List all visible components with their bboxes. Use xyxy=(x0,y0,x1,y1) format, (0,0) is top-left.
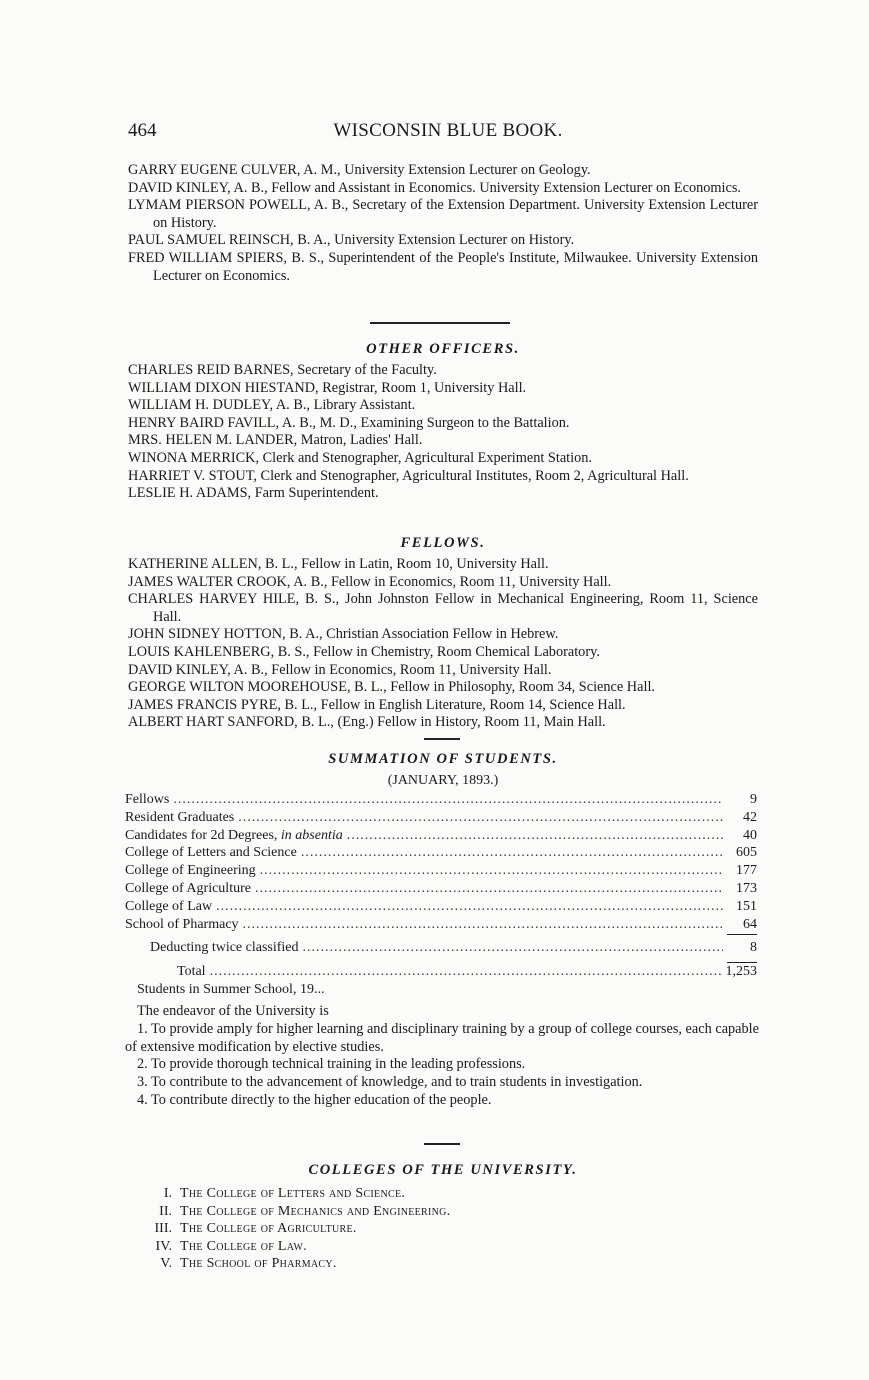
fellow-entry: LOUIS KAHLENBERG, B. S., Fellow in Chemistry, Room Chemical Laboratory. xyxy=(128,643,600,660)
colleges-list xyxy=(140,1185,640,1273)
row-label: Deducting twice classified xyxy=(150,940,299,956)
officer-entry: CHARLES REID BARNES, Secretary of the Faculty. xyxy=(128,362,437,378)
colleges-heading: COLLEGES OF THE UNIVERSITY. xyxy=(308,1162,578,1178)
college-item xyxy=(140,1203,640,1221)
fellow-entry: GEORGE WILTON MOOREHOUSE, B. L., Fellow in Philosophy, Room 34, Science Hall. xyxy=(128,679,655,696)
fellows-list xyxy=(128,556,758,732)
row-label: Candidates for 2d Degrees, in absentia xyxy=(125,827,343,843)
summation-row xyxy=(125,917,757,935)
row-label: Resident Graduates xyxy=(125,809,235,825)
endeavor-section xyxy=(125,1003,759,1110)
row-label: Students in Summer School, 19... xyxy=(137,981,325,997)
staff-entry: PAUL SAMUEL REINSCH, B. A., University Extension Lecturer on History. xyxy=(128,232,575,249)
summation-date: (JANUARY, 1893.) xyxy=(387,773,499,788)
row-value: 42 xyxy=(743,809,757,825)
officer-entry: LESLIE H. ADAMS, Farm Superintendent. xyxy=(128,485,379,502)
row-value: 9 xyxy=(750,792,757,807)
summation-heading: SUMMATION OF STUDENTS. xyxy=(328,751,558,767)
row-value: 177 xyxy=(736,863,757,879)
college-name: The College of Letters and Science. xyxy=(180,1186,406,1201)
endeavor-item: 2. To provide thorough technical training in the leading professions. xyxy=(137,1056,526,1073)
fellow-entry: JOHN SIDNEY HOTTON, B. A., Christian Association Fellow in Hebrew. xyxy=(128,626,559,643)
college-numeral: V. xyxy=(160,1256,172,1272)
other-officers-list xyxy=(128,362,758,503)
fellow-entry: JAMES FRANCIS PYRE, B. L., Fellow in English Literature, Room 14, Science Hall. xyxy=(128,696,626,713)
fellow-entry: DAVID KINLEY, A. B., Fellow in Economics, Room 11, University Hall. xyxy=(128,661,552,678)
summation-deduct-row xyxy=(125,940,757,958)
staff-entry: GARRY EUGENE CULVER, A. M., University Extension Lecturer on Geology. xyxy=(128,162,591,178)
fellows-heading: FELLOWS. xyxy=(400,535,486,551)
college-name: The College of Law. xyxy=(180,1238,307,1254)
row-value: 151 xyxy=(736,898,757,914)
row-value: 605 xyxy=(736,845,757,861)
endeavor-intro: The endeavor of the University is xyxy=(137,1003,329,1019)
row-label: College of Engineering xyxy=(125,863,256,879)
officer-entry: HENRY BAIRD FAVILL, A. B., M. D., Examining Surgeon to the Battalion. xyxy=(128,414,570,431)
officer-entry: MRS. HELEN M. LANDER, Matron, Ladies' Hall. xyxy=(128,432,423,449)
row-label: College of Agriculture xyxy=(125,880,251,896)
fellow-entry: JAMES WALTER CROOK, A. B., Fellow in Economics, Room 11, University Hall. xyxy=(128,573,612,590)
summation-row xyxy=(125,828,757,846)
summation-row xyxy=(125,899,757,917)
endeavor-item: 1. To provide amply for higher learning and disciplinary training by a group of college courses, each capable of extensive modification by elective studies. xyxy=(125,1020,759,1055)
officer-entry: WINONA MERRICK, Clerk and Stenographer, Agricultural Experiment Station. xyxy=(128,449,592,466)
row-label: College of Letters and Science xyxy=(125,845,297,861)
college-name: The School of Pharmacy. xyxy=(180,1256,337,1272)
row-value: 1,253 xyxy=(725,964,757,980)
summation-row xyxy=(125,881,757,899)
other-officers-heading: OTHER OFFICERS. xyxy=(366,341,520,357)
fellow-entry: CHARLES HARVEY HILE, B. S., John Johnston Fellow in Mechanical Engineering, Room 11, Science Hall. xyxy=(128,591,758,625)
college-item xyxy=(140,1185,640,1203)
section-divider xyxy=(424,1143,460,1145)
row-value: 8 xyxy=(750,940,757,956)
section-divider xyxy=(370,322,510,324)
sum-rule xyxy=(727,962,757,963)
summation-row xyxy=(125,792,757,810)
officer-entry: WILLIAM DIXON HIESTAND, Registrar, Room 1, University Hall. xyxy=(128,379,527,396)
college-item xyxy=(140,1255,640,1273)
officer-entry: HARRIET V. STOUT, Clerk and Stenographer, Agricultural Institutes, Room 2, Agricultural Hall. xyxy=(128,467,689,484)
row-value: 173 xyxy=(736,880,757,896)
summation-row xyxy=(125,863,757,881)
college-numeral: I. xyxy=(163,1186,172,1201)
fellow-entry: ALBERT HART SANFORD, B. L., (Eng.) Fellow in History, Room 11, Main Hall. xyxy=(128,714,606,731)
fellow-entry: KATHERINE ALLEN, B. L., Fellow in Latin, Room 10, University Hall. xyxy=(128,556,549,572)
sum-rule xyxy=(727,934,757,935)
summation-table xyxy=(125,792,757,1000)
row-label: Fellows xyxy=(125,792,170,807)
row-value: 40 xyxy=(743,827,757,843)
summation-total-row xyxy=(125,964,757,982)
staff-entry: LYMAM PIERSON POWELL, A. B., Secretary of the Extension Department. University Extension Lecturer on History. xyxy=(128,197,758,231)
summation-row xyxy=(125,845,757,863)
staff-entry: FRED WILLIAM SPIERS, B. S., Superintendent of the People's Institute, Milwaukee. University Extension Lecturer on Economics. xyxy=(128,249,758,284)
page-number: 464 xyxy=(128,120,157,141)
running-title: WISCONSIN BLUE BOOK. xyxy=(333,120,563,141)
row-label: School of Pharmacy xyxy=(125,916,239,932)
college-numeral: II. xyxy=(159,1203,172,1219)
college-item xyxy=(140,1220,640,1238)
college-item xyxy=(140,1238,640,1256)
college-numeral: III. xyxy=(154,1221,172,1237)
staff-entry: DAVID KINLEY, A. B., Fellow and Assistant in Economics. University Extension Lecturer on Economics. xyxy=(128,179,741,196)
row-label: Total xyxy=(177,964,206,980)
row-value: 64 xyxy=(743,916,757,932)
summer-school-row xyxy=(125,982,757,1000)
row-label-italic: in absentia xyxy=(280,827,343,843)
page-header xyxy=(128,120,768,142)
row-label: College of Law xyxy=(125,898,213,914)
summation-row xyxy=(125,810,757,828)
college-name: The College of Mechanics and Engineering. xyxy=(180,1203,451,1219)
extension-staff-list xyxy=(128,162,758,285)
college-numeral: IV. xyxy=(155,1238,172,1254)
college-name: The College of Agriculture. xyxy=(180,1221,357,1237)
officer-entry: WILLIAM H. DUDLEY, A. B., Library Assistant. xyxy=(128,397,416,414)
endeavor-item: 4. To contribute directly to the higher education of the people. xyxy=(137,1091,492,1108)
section-divider xyxy=(424,738,460,740)
endeavor-item: 3. To contribute to the advancement of knowledge, and to train students in investigation. xyxy=(137,1074,643,1091)
